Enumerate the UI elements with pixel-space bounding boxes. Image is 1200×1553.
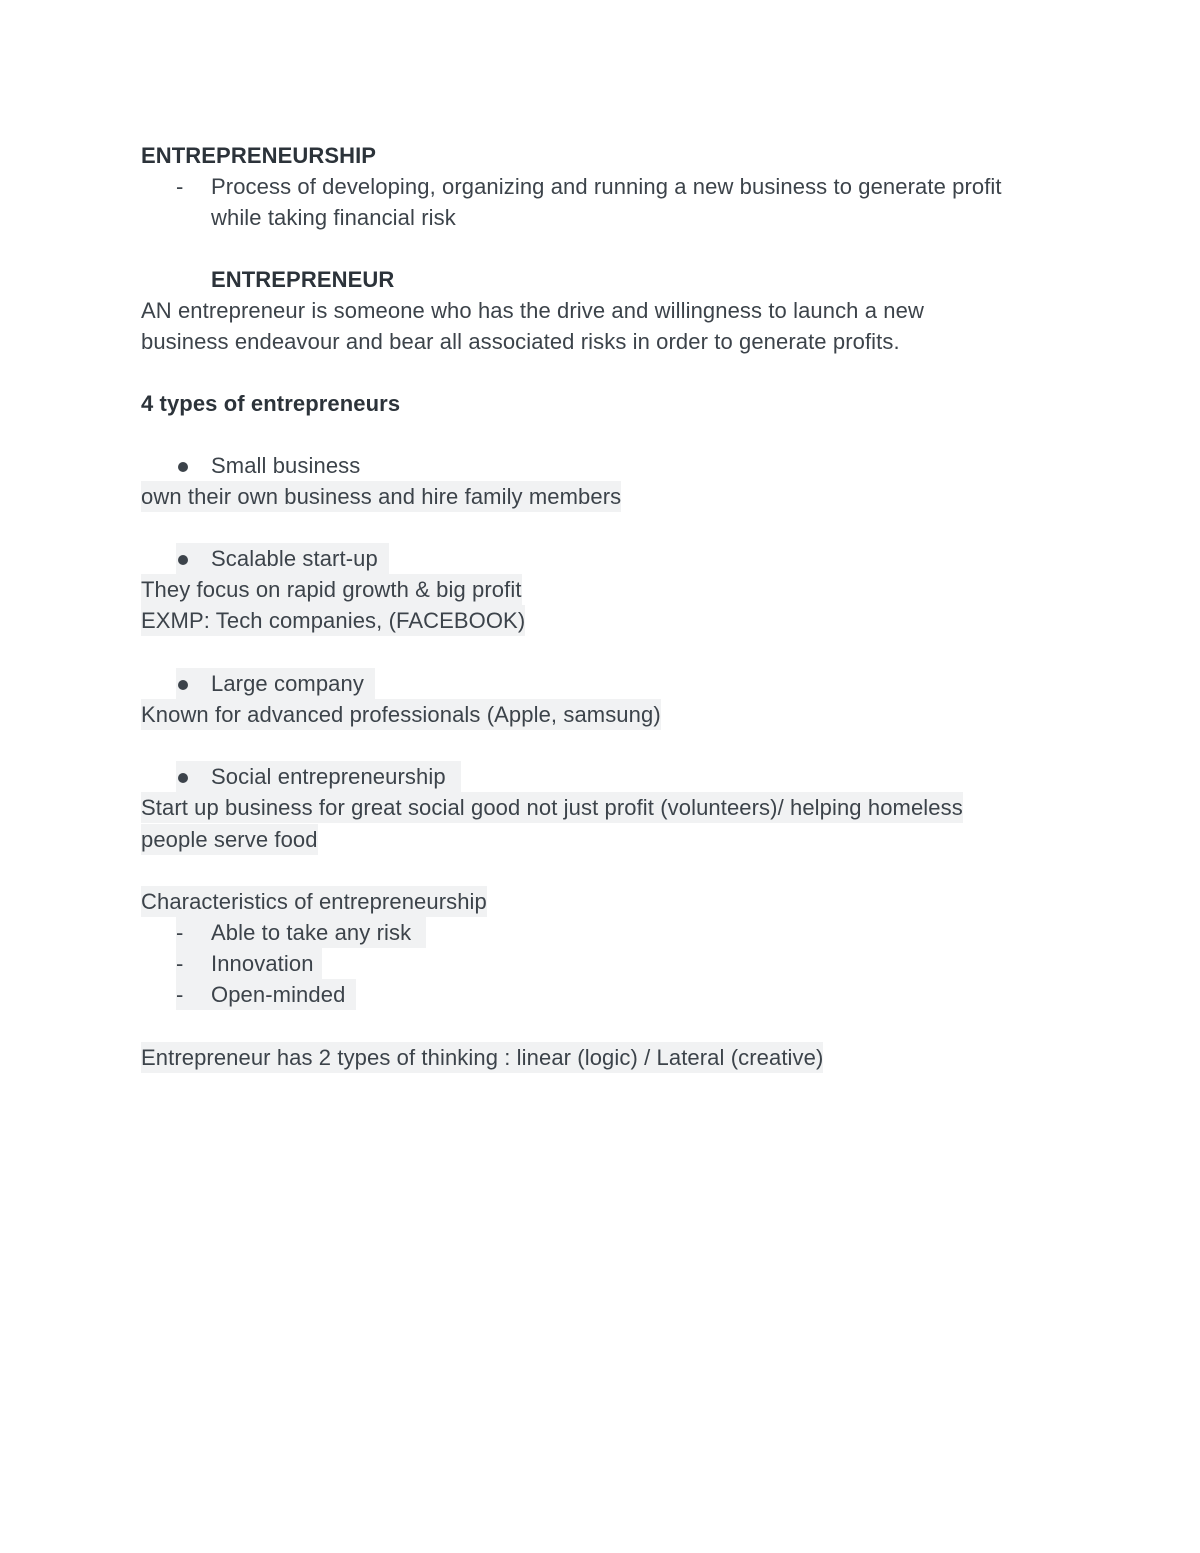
bullet-icon	[178, 773, 188, 783]
type-small-business-desc: own their own business and hire family members	[141, 481, 621, 512]
definition-line-2: while taking financial risk	[211, 205, 456, 230]
dash-marker: -	[176, 951, 184, 976]
type-social-desc-1: Start up business for great social good not just profit (volunteers)/ helping homeless	[141, 792, 963, 823]
heading-entrepreneurship: ENTREPRENEURSHIP	[141, 143, 377, 168]
characteristic-item: Able to take any risk	[211, 920, 412, 945]
type-scalable-startup-desc-1: They focus on rapid growth & big profit	[141, 574, 522, 605]
dash-marker: -	[176, 920, 184, 945]
type-large-company-desc: Known for advanced professionals (Apple, samsung)	[141, 699, 661, 730]
entrepreneur-definition-line-2: business endeavour and bear all associated risks in order to generate profits.	[141, 329, 900, 354]
type-scalable-startup-desc-2: EXMP: Tech companies, (FACEBOOK)	[141, 605, 525, 636]
definition-line-1: Process of developing, organizing and running a new business to generate profit	[211, 174, 1002, 199]
type-small-business-title: Small business	[211, 453, 361, 478]
dash-marker: -	[176, 174, 184, 199]
bullet-icon	[178, 555, 188, 565]
characteristic-item: Open-minded	[211, 982, 346, 1007]
type-social-title: Social entrepreneurship	[211, 764, 446, 789]
bullet-icon	[178, 680, 188, 690]
heading-entrepreneur: ENTREPRENEUR	[211, 267, 395, 292]
thinking-types-line: Entrepreneur has 2 types of thinking : linear (logic) / Lateral (creative)	[141, 1042, 823, 1073]
dash-marker: -	[176, 982, 184, 1007]
characteristics-heading: Characteristics of entrepreneurship	[141, 886, 487, 917]
characteristic-item: Innovation	[211, 951, 314, 976]
bullet-icon	[178, 462, 188, 472]
type-large-company-title: Large company	[211, 671, 364, 696]
types-heading: 4 types of entrepreneurs	[141, 391, 401, 416]
type-scalable-startup-title: Scalable start-up	[211, 546, 378, 571]
entrepreneur-definition-line-1: AN entrepreneur is someone who has the drive and willingness to launch a new	[141, 298, 924, 323]
type-social-desc-2: people serve food	[141, 824, 318, 855]
